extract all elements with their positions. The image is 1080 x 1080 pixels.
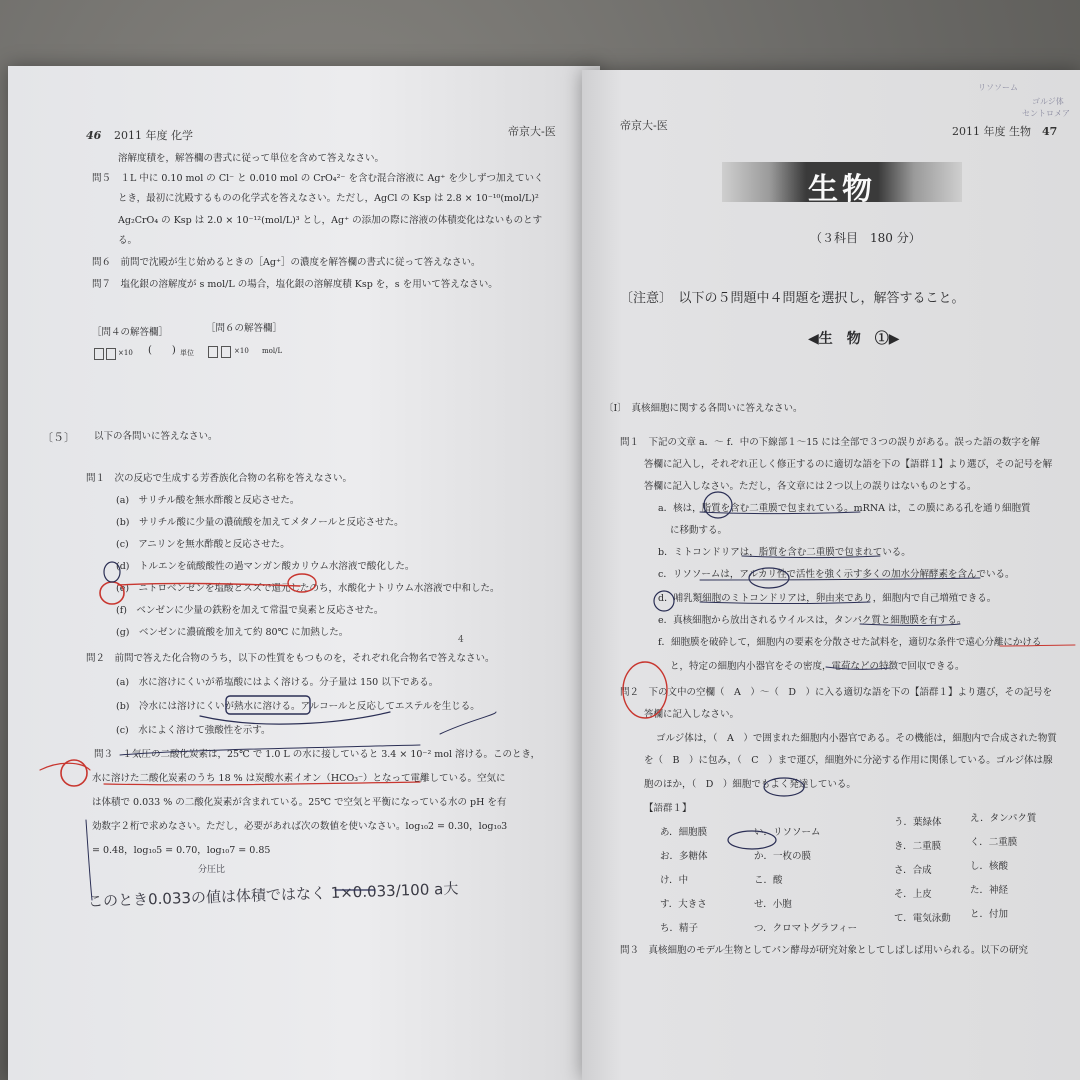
word-item: え．タンパク質 (970, 813, 1037, 824)
word-item: さ．合成 (894, 865, 932, 876)
q2-item-b: (b) 冷水には溶けにくいが熱水に溶ける。アルコールと反応してエステルを生じる。 (116, 701, 480, 712)
word-item: ち．精子 (660, 923, 699, 934)
q3-line: = 0.48，log₁₀5 = 0.70，log₁₀7 = 0.85 (92, 845, 271, 856)
answer-unit: mol/L (262, 347, 283, 355)
word-item: し．核酸 (970, 861, 1009, 872)
word-item: と．付加 (970, 909, 1009, 920)
page-title: 生物 (808, 172, 876, 207)
right-page (582, 70, 1080, 1080)
exam-duration: （３科目 180 分） (810, 231, 921, 245)
question-2-line: 胞のほか，（ D ）細胞でもよく発達している。 (644, 779, 856, 790)
answer-box (221, 346, 231, 358)
word-item: た．神経 (970, 885, 1009, 896)
word-item: き．二重膜 (894, 841, 942, 852)
item-f: f．細胞膜を破砕して，細胞内の要素を分散させた試料を，適切な条件で遠心分離にかける (658, 637, 1042, 648)
item-e: e．真核細胞から放出されるウイルスは，タンパク質と細胞膜を有する。 (658, 615, 967, 626)
question-1: 問１ 次の反応で生成する芳香族化合物の名称を答えなさい。 (86, 473, 353, 484)
section-title: ◀生 物 ①▶ (808, 331, 900, 347)
right-university: 帝京大-医 (620, 119, 668, 132)
item-a-cont: に移動する。 (670, 525, 728, 536)
q1-item-d: (d) トルエンを硫酸酸性の過マンガン酸カリウム水溶液で酸化した。 (116, 561, 415, 572)
answer-unit: ×10 (234, 347, 249, 355)
section-number: 〔５〕 (42, 431, 75, 444)
question-2-line: ゴルジ体は，（ A ）で囲まれた細胞内小器官である。その機能は，細胞内で合成された物質 (656, 733, 1057, 744)
question-1-line: 答欄に記入しなさい。ただし，各文章には２つ以上の誤りはないものとする。 (644, 481, 977, 492)
word-item: つ．クロマトグラフィー (754, 923, 858, 934)
q2-item-c: (c) 水によく溶けて強酸性を示す。 (116, 725, 271, 736)
word-item: せ．小胞 (754, 899, 792, 910)
text-line: る。 (118, 235, 138, 246)
word-group-title: 【語群１】 (644, 803, 692, 814)
answer-label-q6: ［問６の解答欄］ (206, 323, 283, 334)
handwritten-small: 分圧比 (198, 865, 226, 875)
word-item: す．大きさ (660, 899, 707, 910)
q1-item-e: (e) ニトロベンゼンを塩酸とスズで還元したのち，水酸化ナトリウム水溶液で中和した。 (116, 583, 500, 594)
handwritten-note: このとき0.033の値は体積ではなく 1×0.033/100 a大 (87, 879, 459, 911)
question-2-line: を（ B ）に包み，（ C ）まで運び，細胞外に分泌する作用に関係している。ゴルジ体は腺 (644, 755, 1053, 766)
margin-note: ゴルジ体 (1032, 97, 1064, 106)
item-b: b．ミトコンドリアは，脂質を含む二重膜で包まれている。 (658, 547, 911, 558)
q1-item-a: (a) サリチル酸を無水酢酸と反応させた。 (116, 495, 300, 506)
text-line: Ag₂CrO₄ の Ksp は 2.0 × 10⁻¹²(mol/L)³ とし，Ag⁺ の添加の際に溶液の体積変化はないものとす (118, 215, 543, 226)
word-item: お．多糖体 (660, 851, 708, 862)
left-year-subject: 2011 年度 化学 (114, 129, 193, 142)
answer-box (208, 346, 218, 358)
right-year-subject: 2011 年度 生物 (952, 125, 1031, 138)
text-line: 溶解度積を，解答欄の書式に従って単位を含めて答えなさい。 (118, 153, 385, 164)
answer-unit: ×10 (118, 349, 133, 357)
text-line: 問７ 塩化銀の溶解度が s mol/L の場合，塩化銀の溶解度積 Ksp を，s を用いて答えなさい。 (92, 279, 498, 290)
q1-item-f: (f) ベンゼンに少量の鉄粉を加えて常温で臭素と反応させた。 (116, 605, 384, 616)
answer-paren: ( ) (148, 345, 176, 356)
answer-box (94, 348, 104, 360)
question-2-line: 問２ 下の文中の空欄（ A ）～（ D ）に入る適切な語を下の【語群１】より選び，その記号を (620, 687, 1053, 698)
left-university: 帝京大-医 (508, 125, 556, 138)
q1-item-c: (c) アニリンを無水酢酸と反応させた。 (116, 539, 290, 550)
right-page-number: 47 (1042, 125, 1058, 138)
q1-item-b: (b) サリチル酸に少量の濃硫酸を加えてメタノールと反応させた。 (116, 517, 404, 528)
question-1-line: 問１ 下記の文章 a．～ f．中の下線部１～15 には全部で３つの誤りがある。誤った語の数字を解 (620, 437, 1040, 448)
question-1-line: 答欄に記入し，それぞれ正しく修正するのに適切な語を下の【語群１】より選び，その記号を解 (644, 459, 1053, 470)
notice: 〔注意〕 以下の５問題中４問題を選択し，解答すること。 (620, 291, 965, 306)
item-d: d．哺乳類細胞のミトコンドリアは，卵由来であり，細胞内で自己増殖できる。 (658, 593, 997, 604)
margin-note: セントロメア (1022, 109, 1070, 118)
answer-label-q4: ［問４の解答欄］ (92, 327, 169, 338)
q3-line: 問３ １気圧の二酸化炭素は，25℃ で 1.0 L の水に接していると 3.4 × 10⁻² mol 溶ける。このとき， (94, 749, 541, 760)
word-item: く．二重膜 (970, 837, 1018, 848)
question-2-line: 答欄に記入しなさい。 (644, 709, 740, 720)
text-line: 問６ 前問で沈殿が生じ始めるときの［Ag⁺］の濃度を解答欄の書式に従って答えなさい。 (92, 257, 481, 268)
word-item: う．葉緑体 (894, 817, 942, 828)
answer-box (106, 348, 116, 360)
section-intro: 以下の各問いに答えなさい。 (94, 431, 218, 442)
answer-unit: 単位 (180, 349, 194, 357)
word-item: て．電気泳動 (894, 913, 951, 924)
word-item: あ．細胞膜 (660, 827, 708, 838)
pencil-mark: 4 (458, 635, 464, 645)
left-page-number: 46 (86, 129, 102, 142)
q2-item-a: (a) 水に溶けにくいが希塩酸にはよく溶ける。分子量は 150 以下である。 (116, 677, 439, 688)
word-item: そ．上皮 (894, 889, 932, 900)
item-c: c．リソソームは，アルカリ性で活性を強く示す多くの加水分解酵素を含んでいる。 (658, 569, 1015, 580)
word-item: か．一枚の膜 (754, 851, 812, 862)
question-3-line: 問３ 真核細胞のモデル生物としてパン酵母が研究対象としてしばしば用いられる。以下の研究 (620, 945, 1029, 956)
q3-line: 効数字２桁で求めなさい。ただし，必要があれば次の数値を使いなさい。log₁₀2 = 0.30，log₁₀3 (92, 821, 508, 832)
margin-note: リソソーム (978, 83, 1018, 92)
text-line: 問５ １L 中に 0.10 mol の Cl⁻ と 0.010 mol の CrO₄²⁻ を含む混合溶液に Ag⁺ を少しずつ加えていく (92, 173, 544, 184)
q3-line: は体積で 0.033 % の二酸化炭素が含まれている。25℃ で空気と平衡になっている水の pH を有 (92, 797, 507, 808)
text-line: とき，最初に沈殿するものの化学式を答えなさい。ただし，AgCl の Ksp は 2.8 × 10⁻¹⁰(mol/L)² (118, 193, 539, 204)
word-item: こ．酸 (754, 875, 783, 886)
item-a: a．核は，脂質を含む二重膜で包まれている。mRNA は，この膜にある孔を通り細胞質 (658, 503, 1031, 514)
item-f-cont: と，特定の細胞内小器官をその密度，電荷などの特徴で回収できる。 (670, 661, 965, 672)
q3-line: 水に溶けた二酸化炭素のうち 18 % は炭酸水素イオン（HCO₃⁻）となって電離している。空気に (92, 773, 506, 784)
question-2: 問２ 前問で答えた化合物のうち，以下の性質をもつものを，それぞれ化合物名で答えなさい。 (86, 653, 495, 664)
word-item: け．中 (660, 875, 689, 886)
word-item: い．リソソーム (754, 827, 821, 838)
q1-item-g: (g) ベンゼンに濃硫酸を加えて約 80℃ に加熱した。 (116, 627, 349, 638)
section-intro: 〔Ⅰ〕 真核細胞に関する各問いに答えなさい。 (604, 403, 803, 414)
left-page (8, 66, 600, 1080)
